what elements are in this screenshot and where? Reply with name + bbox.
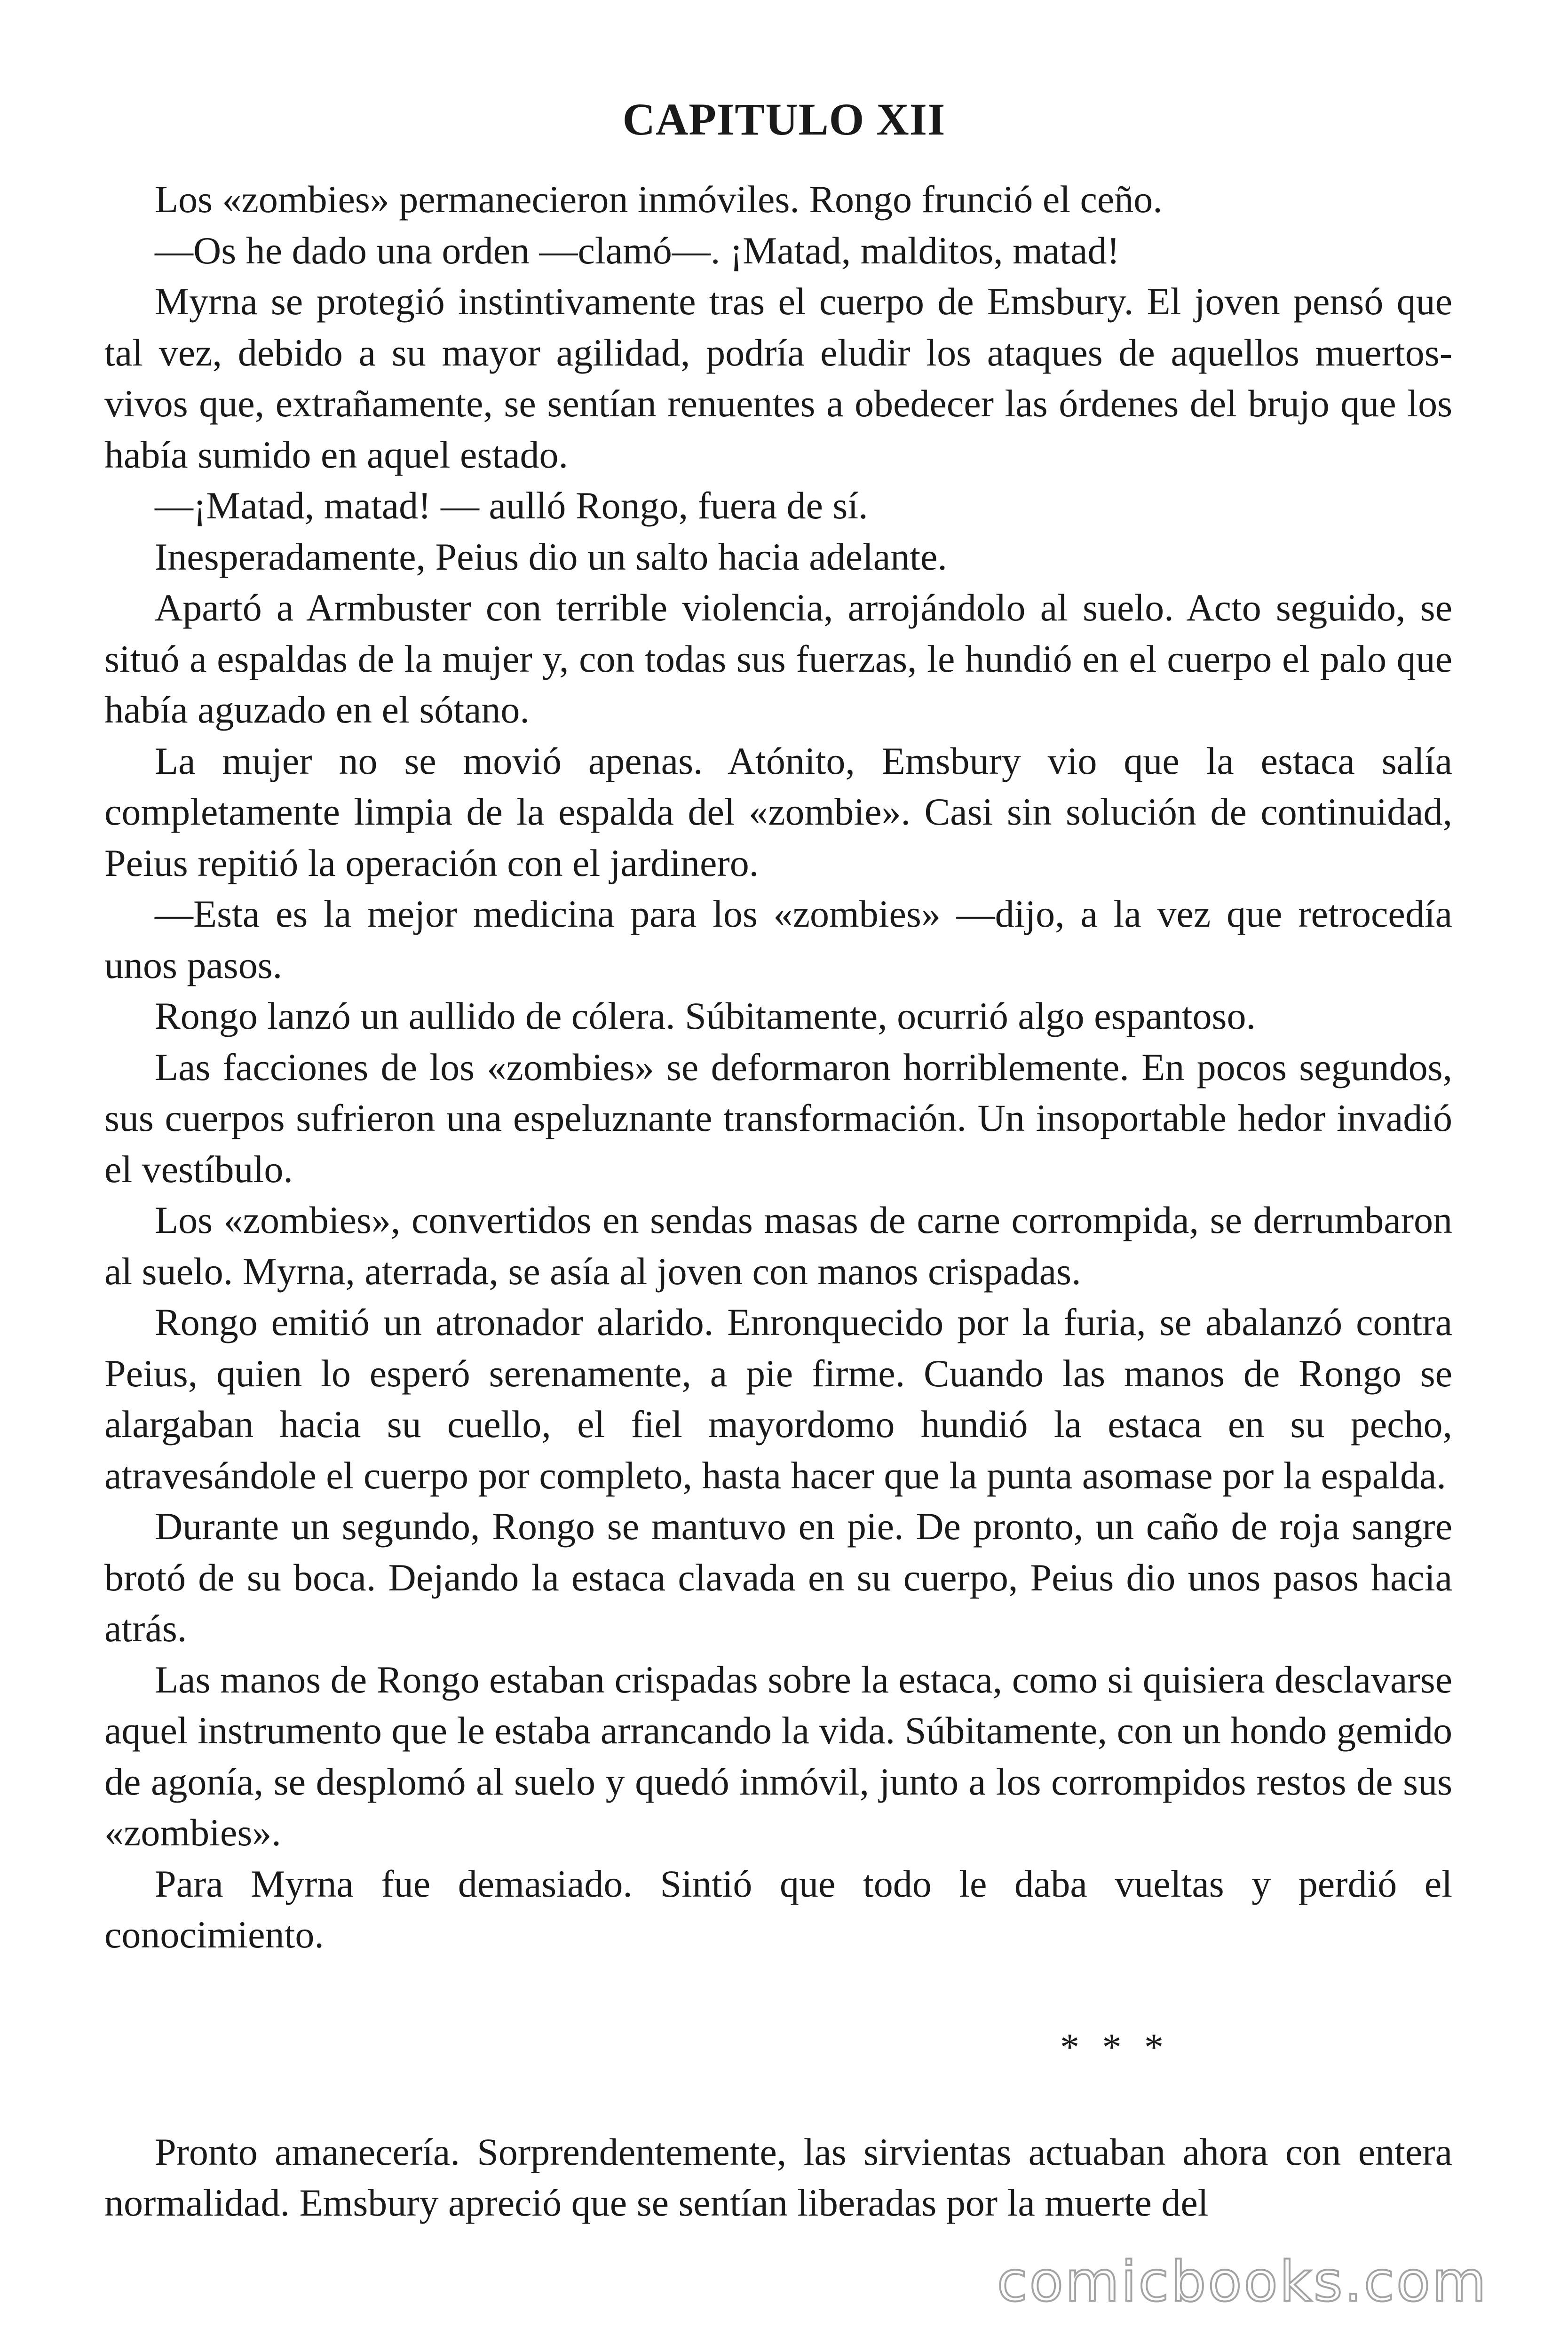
paragraph: Myrna se protegió instintivamente tras el cuerpo de Emsbury. El joven pensó que tal vez, debido a su mayor agilidad, podría eludir los ataques de aquellos muertos-vivos que, extrañamente, se sentían renuentes a obedecer las órdenes del brujo que los había sumido en aquel estado. [104, 280, 1452, 476]
paragraph: Pronto amanecería. Sorprendentemente, las sirvientas actuaban ahora con entera normalidad. Emsbury apreció que se sentían liberadas por la muerte del [104, 2130, 1452, 2224]
chapter-title: CAPITULO XII [622, 94, 946, 145]
paragraph: Rongo emitió un atronador alarido. Enronquecido por la furia, se abalanzó contra Peius, quien lo esperó serenamente, a pie firme. Cuando las manos de Rongo se alargaban hacia su cuello, el fiel mayordomo hundió la estaca en su pecho, atravesándole el cuerpo por completo, hasta hacer que la punta asomase por la espalda. [104, 1301, 1452, 1497]
section-separator: * * * [1060, 2025, 1170, 2068]
paragraph: Apartó a Armbuster con terrible violencia, arrojándolo al suelo. Acto seguido, se situó a espaldas de la mujer y, con todas sus fuerzas, le hundió en el cuerpo el palo que había aguzado en el sótano. [104, 586, 1452, 731]
paragraph: Los «zombies», convertidos en sendas masas de carne corrompida, se derrumbaron al suelo. Myrna, aterrada, se asía al joven con manos crispadas. [104, 1199, 1452, 1293]
paragraph: Rongo lanzó un aullido de cólera. Súbitamente, ocurrió algo espantoso. [155, 994, 1256, 1037]
paragraph: —Os he dado una orden —clamó—. ¡Matad, malditos, matad! [155, 229, 1120, 272]
paragraph: Las manos de Rongo estaban crispadas sobre la estaca, como si quisiera desclavarse aquel instrumento que le estaba arrancando la vida. Súbitamente, con un hondo gemido de agonía, se desplomó al suelo y quedó inmóvil, junto a los corrompidos restos de sus «zombies». [104, 1658, 1452, 1854]
paragraph: La mujer no se movió apenas. Atónito, Emsbury vio que la estaca salía completamente limpia de la espalda del «zombie». Casi sin solución de continuidad, Peius repitió la operación con el jardinero. [104, 739, 1452, 884]
paragraph: Durante un segundo, Rongo se mantuvo en pie. De pronto, un caño de roja sangre brotó de su boca. Dejando la estaca clavada en su cuerpo, Peius dio unos pasos hacia atrás. [104, 1505, 1452, 1650]
paragraph: Para Myrna fue demasiado. Sintió que todo le daba vueltas y perdió el conocimiento. [104, 1862, 1452, 1956]
paragraph: Las facciones de los «zombies» se deformaron horriblemente. En pocos segundos, sus cuerpos sufrieron una espeluznante transformación. Un insoportable hedor invadió el vestíbulo. [104, 1045, 1452, 1191]
paragraph: —¡Matad, matad! — aulló Rongo, fuera de sí. [155, 484, 868, 527]
paragraph: Inesperadamente, Peius dio un salto hacia adelante. [155, 535, 947, 578]
paragraph: —Esta es la mejor medicina para los «zombies» —dijo, a la vez que retrocedía unos pasos. [104, 892, 1452, 986]
body-text [104, 174, 1452, 2229]
paragraph: Los «zombies» permanecieron inmóviles. Rongo frunció el ceño. [155, 178, 1163, 221]
watermark: comicbooks.com [997, 2249, 1488, 2314]
